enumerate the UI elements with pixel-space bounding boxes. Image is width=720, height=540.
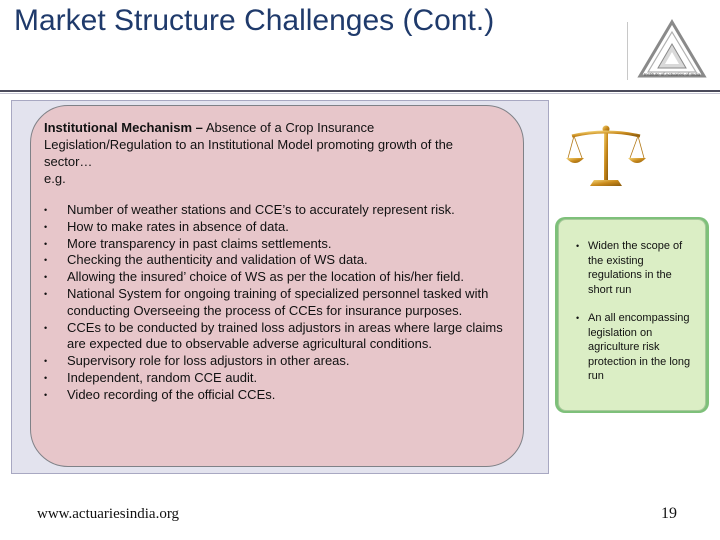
list-item: • Number of weather stations and CCE’s to accurately represent risk. [44, 202, 455, 217]
page-number: 19 [661, 505, 677, 522]
bullet-icon: • [44, 288, 48, 299]
header-rule-thin [0, 93, 720, 94]
list-item: • Supervisory role for loss adjustors in other areas. [44, 353, 350, 369]
intro-eg: e.g. [44, 171, 66, 186]
page-title: Market Structure Challenges (Cont.) [14, 4, 495, 37]
list-item: • Video recording of the official CCEs. [44, 386, 276, 402]
list-item: • How to make rates in absence of data. [44, 218, 289, 234]
list-item: • CCEs to be conducted by trained loss adjustors in areas where large claims are expected due to observable adverse agricultural conditions. [44, 319, 503, 352]
bullet-icon: • [576, 241, 580, 251]
bullet-icon: • [44, 356, 48, 367]
bullet-icon: • [44, 255, 48, 266]
intro-heading: Institutional Mechanism – [44, 120, 203, 135]
bullet-icon: • [44, 322, 48, 333]
bullet-icon: • [44, 238, 48, 249]
balance-scale-icon [566, 122, 646, 188]
list-item: • More transparency in past claims settlements. [44, 235, 332, 251]
intro-body: Absence of a Crop Insurance Legislation/Regulation to an Institutional Model promoting growth of the sector… [44, 120, 454, 169]
list-item: • National System for ongoing training of specialized personnel tasked with conducting Overseeing the process of CCEs for insurance purposes. [44, 285, 489, 318]
list-item: • Allowing the insured’ choice of WS as per the location of his/her field. [44, 269, 464, 285]
bullet-icon: • [44, 272, 48, 283]
header-divider [627, 22, 628, 80]
list-item: • Checking the authenticity and validation of WS data. [44, 252, 368, 268]
header-rule [0, 90, 720, 92]
bullet-icon: • [576, 313, 580, 323]
bullet-icon: • [44, 221, 48, 232]
bullet-icon: • [44, 372, 48, 383]
footer-website-link[interactable]: www.actuariesindia.org [37, 506, 180, 522]
recommendation-list [576, 239, 696, 398]
list-item: • Independent, random CCE audit. [44, 369, 258, 385]
challenge-list [44, 202, 514, 404]
bullet-icon: • [44, 389, 48, 400]
bullet-icon: • [44, 205, 48, 215]
list-item: • Widen the scope of the existing regulations in the short run [576, 240, 683, 296]
logo-caption: Institute of Actuaries of India [643, 72, 701, 77]
list-item: • An all encompassing legislation on agriculture risk protection in the long run [576, 312, 691, 382]
intro-text [44, 119, 504, 187]
